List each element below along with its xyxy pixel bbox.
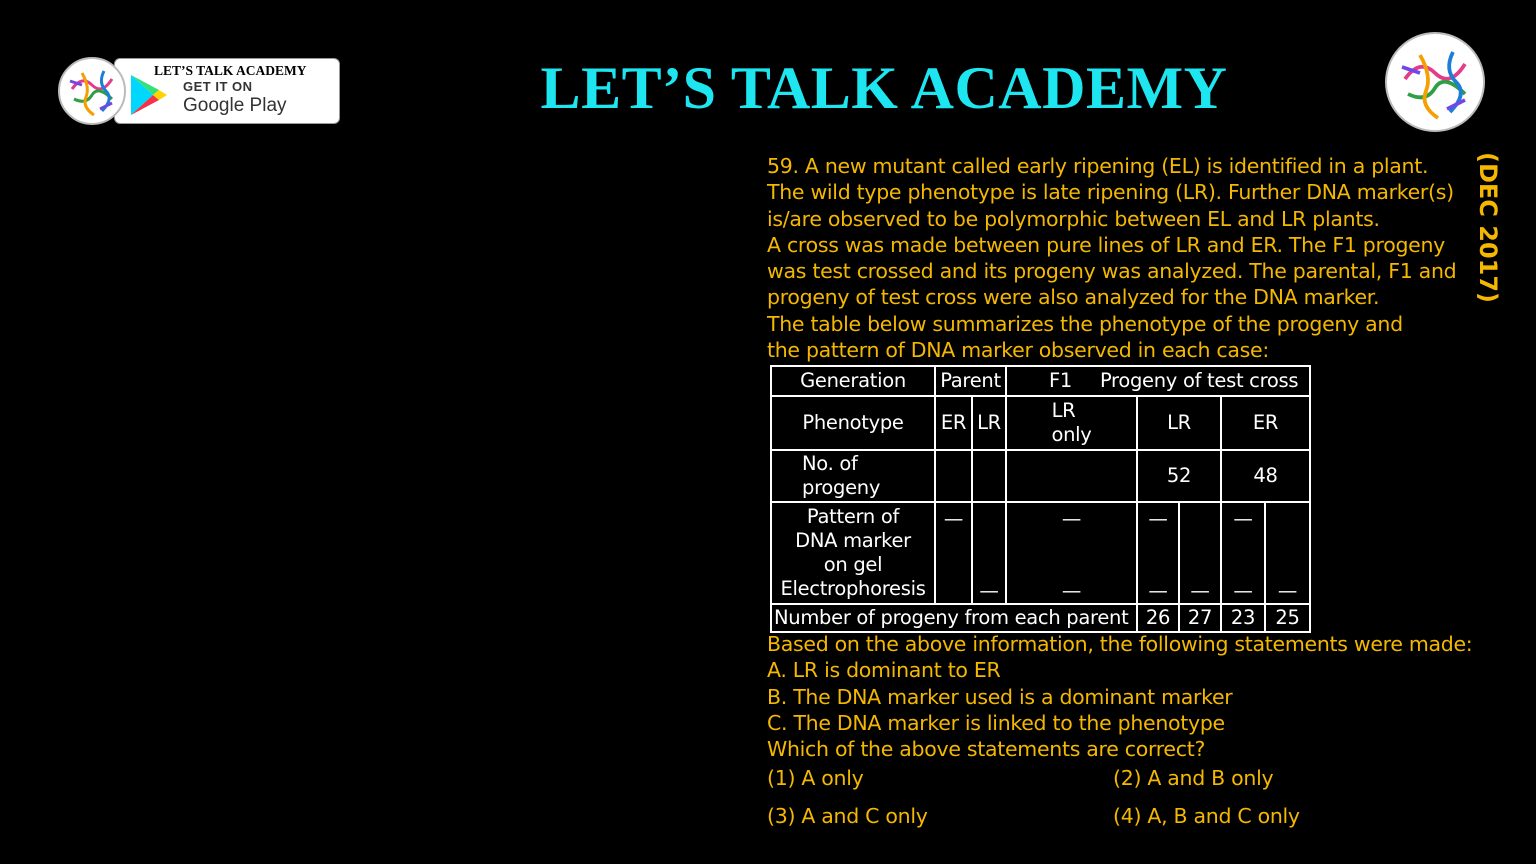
lta-logo-icon bbox=[1387, 34, 1483, 130]
phenotype-f1-line2: only bbox=[1051, 423, 1092, 446]
row-label-number bbox=[771, 450, 935, 502]
option-2[interactable]: (2) A and B only bbox=[1113, 766, 1274, 790]
table-row bbox=[771, 604, 1310, 632]
option-4[interactable]: (4) A, B and C only bbox=[1113, 804, 1300, 828]
each-parent-count: 23 bbox=[1221, 604, 1265, 632]
gel-lane-progeny-er-2 bbox=[1265, 502, 1310, 604]
number-progeny-er: 48 bbox=[1221, 450, 1310, 502]
option-3[interactable]: (3) A and C only bbox=[767, 804, 928, 828]
gel-lane-progeny-lr-1 bbox=[1137, 502, 1179, 604]
row-label-number-line2: progeny bbox=[802, 476, 881, 499]
header-progeny: Progeny of test cross bbox=[1099, 369, 1299, 392]
question-line: the pattern of DNA marker observed in each case: bbox=[767, 338, 1269, 363]
question-text bbox=[767, 153, 1456, 363]
question-ask: Which of the above statements are correct? bbox=[767, 737, 1206, 761]
header-parent: Parent bbox=[935, 366, 1006, 396]
phenotype-progeny-er: ER bbox=[1221, 396, 1310, 450]
each-parent-count: 27 bbox=[1179, 604, 1221, 632]
gel-lane-parent-lr bbox=[972, 502, 1006, 604]
empty-cell bbox=[935, 450, 972, 502]
statement-a: A. LR is dominant to ER bbox=[767, 658, 1001, 682]
row-label-pattern-line3: on gel bbox=[823, 553, 883, 576]
row-label-number-line1: No. of bbox=[802, 452, 858, 475]
statement-b: B. The DNA marker used is a dominant marker bbox=[767, 685, 1233, 709]
gel-lane-f1 bbox=[1006, 502, 1137, 604]
option-1[interactable]: (1) A only bbox=[767, 766, 864, 790]
cross-results-table bbox=[770, 365, 1311, 633]
gel-band-lower: — bbox=[1277, 579, 1298, 602]
question-line: The wild type phenotype is late ripening (LR). Further DNA marker(s) bbox=[767, 180, 1454, 205]
question-line: is/are observed to be polymorphic between EL and LR plants. bbox=[767, 206, 1380, 231]
lta-logo-icon bbox=[60, 59, 124, 123]
statement-c: C. The DNA marker is linked to the phenotype bbox=[767, 711, 1225, 735]
row-label-phenotype: Phenotype bbox=[771, 396, 935, 450]
gel-band-upper: — bbox=[1233, 507, 1253, 530]
gel-band-lower: — bbox=[1190, 579, 1210, 602]
number-progeny-lr: 52 bbox=[1137, 450, 1221, 502]
phenotype-progeny-lr: LR bbox=[1137, 396, 1221, 450]
gel-band-lower: — bbox=[1061, 579, 1082, 602]
row-label-pattern-line4: Electrophoresis bbox=[780, 577, 926, 600]
phenotype-f1-line1: LR bbox=[1051, 399, 1076, 422]
page-title: LET’S TALK ACADEMY bbox=[540, 55, 1228, 121]
each-parent-count: 26 bbox=[1137, 604, 1179, 632]
gel-lane-parent-er bbox=[935, 502, 972, 604]
row-label-each-parent: Number of progeny from each parent bbox=[771, 604, 1137, 632]
badge-get-it-on: GET IT ON bbox=[183, 79, 253, 94]
statements-intro: Based on the above information, the following statements were made: bbox=[767, 632, 1473, 656]
each-parent-count: 25 bbox=[1265, 604, 1310, 632]
badge-store-name: Google Play bbox=[183, 95, 287, 116]
header-f1-progeny bbox=[1006, 366, 1310, 396]
gel-lane-progeny-er-1 bbox=[1221, 502, 1265, 604]
phenotype-parent-lr: LR bbox=[972, 396, 1006, 450]
question-line: progeny of test cross were also analyzed for the DNA marker. bbox=[767, 285, 1380, 310]
gel-band-lower: — bbox=[1148, 579, 1168, 602]
lta-logo-small bbox=[58, 57, 126, 125]
gel-band-upper: — bbox=[1148, 507, 1168, 530]
table-row bbox=[771, 450, 1310, 502]
row-label-pattern bbox=[771, 502, 935, 604]
gel-band-lower: — bbox=[1233, 579, 1253, 602]
badge-academy-name: LET’S TALK ACADEMY bbox=[154, 63, 307, 78]
question-line: A cross was made between pure lines of LR and ER. The F1 progeny bbox=[767, 232, 1445, 257]
gel-band-lower: — bbox=[979, 579, 999, 602]
row-label-pattern-line2: DNA marker bbox=[795, 529, 911, 552]
question-line: 59. A new mutant called early ripening (EL) is identified in a plant. bbox=[767, 154, 1429, 178]
gel-lane-progeny-lr-2 bbox=[1179, 502, 1221, 604]
empty-cell bbox=[972, 450, 1006, 502]
lta-logo-large bbox=[1385, 32, 1485, 132]
phenotype-parent-er: ER bbox=[935, 396, 972, 450]
question-line: was test crossed and its progeny was analyzed. The parental, F1 and bbox=[767, 259, 1457, 284]
question-line: The table below summarizes the phenotype of the progeny and bbox=[767, 311, 1403, 336]
table-row bbox=[771, 366, 1310, 396]
gel-band-upper: — bbox=[943, 507, 964, 530]
phenotype-f1 bbox=[1006, 396, 1137, 450]
exam-year-tag: (DEC 2017) bbox=[1474, 152, 1502, 304]
table-row bbox=[771, 396, 1310, 450]
table-row bbox=[771, 502, 1310, 604]
gel-band-upper: — bbox=[1061, 507, 1082, 530]
header-generation: Generation bbox=[771, 366, 935, 396]
row-label-pattern-line1: Pattern of bbox=[806, 505, 900, 528]
empty-cell bbox=[1006, 450, 1137, 502]
header-f1: F1 bbox=[1049, 369, 1073, 392]
